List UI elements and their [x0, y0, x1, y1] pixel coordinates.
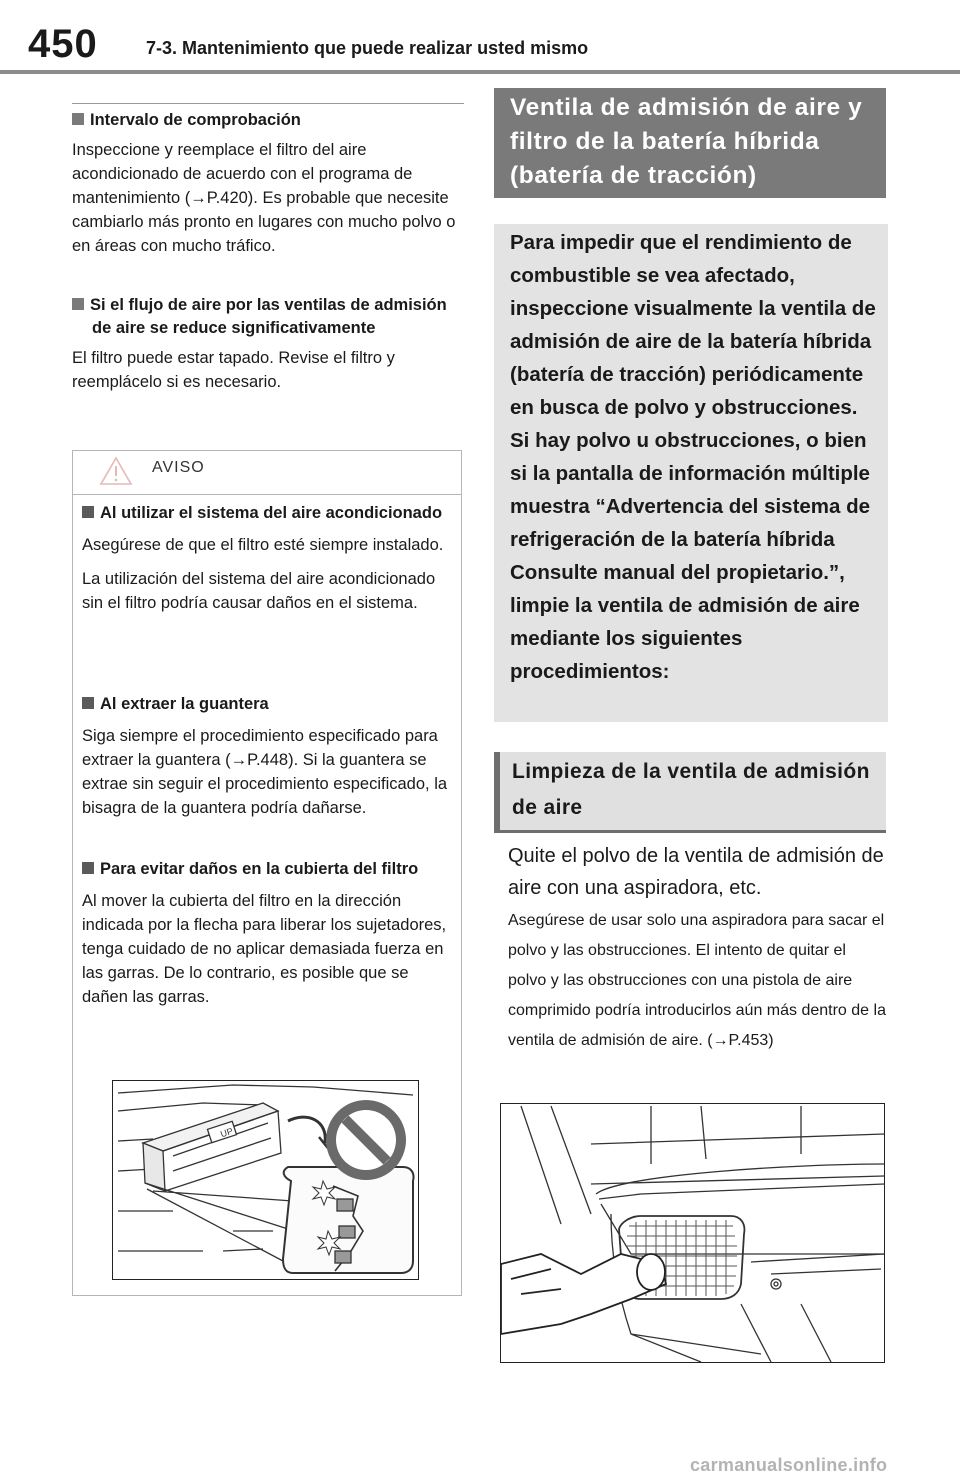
warning-item-glovebox: [82, 693, 454, 820]
figure-label: UP: [219, 1125, 235, 1140]
watermark: carmanualsonline.info: [690, 1455, 888, 1475]
procedure-step: Quite el polvo de la ventila de admisión de aire con una aspiradora, etc.: [508, 845, 884, 899]
subsection-divider: [494, 830, 886, 833]
warning-paragraph: Siga siempre el procedimiento especificado para extraer la guantera (→P.448). Si la guantera se extrae sin seguir el procedimiento especificado, la bisagra de la guantera podría dañarse.: [82, 727, 448, 817]
procedure-note: Asegúrese de usar solo una aspiradora para sacar el polvo y las obstrucciones. El intento de quitar el polvo y las obstrucciones con una pistola de aire comprimido podría introducirlos aún más dentro de la ventila de admisión de aire. (→P.453): [508, 912, 886, 1049]
vent-cleaning-drawing: [501, 1104, 884, 1362]
intro-text: Para impedir que el rendimiento de combustible se vea afectado, inspeccione visualmente la ventila de admisión de aire de la batería híbrida (batería de tracción) periódicamente en busca de polvo y obstrucciones. Si hay polvo u obstrucciones, o bien si la pantalla de información múltiple muestra “Advertencia del sistema de refrigeración de la batería híbrida Consulte manual del propietario.”, limpie la ventila de admisión de aire mediante los siguientes procedimientos:: [510, 231, 876, 683]
warning-heading: Al extraer la guantera: [82, 693, 454, 716]
warning-triangle-icon: [99, 456, 133, 486]
warning-heading: Al utilizar el sistema del aire acondicionado: [82, 502, 454, 525]
warning-box-divider: [72, 494, 462, 495]
page-number: 450: [28, 22, 98, 66]
square-bullet-icon: [82, 506, 94, 518]
subsection-title: Limpieza de la ventila de admisión de aire: [512, 760, 870, 819]
warning-paragraph: La utilización del sistema del aire acondicionado sin el filtro podría causar daños en el sistema.: [82, 570, 436, 612]
filter-cover-illustration: [112, 1080, 419, 1280]
section-divider: [72, 103, 464, 104]
warning-paragraph: Al mover la cubierta del filtro en la dirección indicada por la flecha para liberar los sujetadores, tenga cuidado de no aplicar demasiada fuerza en las garras. De lo contrario, es posible que se dañen las garras.: [82, 892, 447, 1006]
vacuum-vent-illustration: [500, 1103, 885, 1363]
warning-paragraph: Asegúrese de que el filtro esté siempre instalado.: [82, 536, 444, 554]
section-text: Inspeccione y reemplace el filtro del aire acondicionado de acuerdo con el programa de mantenimiento (→P.420). Es probable que necesite cambiarlo más pronto en lugares con mucho polvo o en áreas con mucho tráfico.: [72, 141, 456, 255]
filter-cover-drawing: [113, 1081, 418, 1279]
chapter-title: 7-3. Mantenimiento que puede realizar usted mismo: [146, 38, 589, 58]
square-bullet-icon: [72, 298, 84, 310]
section-text: El filtro puede estar tapado. Revise el filtro y reemplácelo si es necesario.: [72, 349, 395, 391]
warning-item-ac: [82, 502, 454, 615]
section-heading: Intervalo de comprobación: [72, 109, 464, 132]
section-heading: Si el flujo de aire por las ventilas de admisión de aire se reduce significativamente: [72, 294, 464, 340]
warning-item-filter-cover: [82, 858, 454, 1009]
warning-label: AVISO: [152, 459, 205, 476]
header-divider: [0, 70, 960, 74]
warning-heading: Para evitar daños en la cubierta del filtro: [82, 858, 454, 881]
square-bullet-icon: [82, 697, 94, 709]
section-check-interval: [72, 109, 464, 258]
section-airflow: [72, 294, 464, 394]
section-title: Ventila de admisión de aire y filtro de la batería híbrida (batería de tracción): [510, 94, 863, 189]
square-bullet-icon: [82, 862, 94, 874]
square-bullet-icon: [72, 113, 84, 125]
